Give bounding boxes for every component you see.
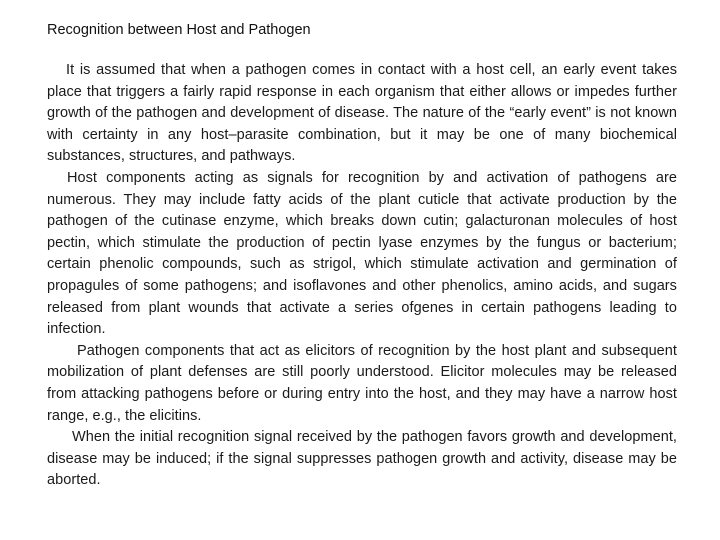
paragraph-recognition-signal: When the initial recognition signal received by the pathogen favors growth and development, disease may be induced; if the signal suppresses pathogen growth and activity, disease may be aborted. (47, 429, 677, 489)
document-page (47, 20, 677, 492)
paragraph-host-components: Host components acting as signals for recognition by and activation of pathogens are numerous. They may include fatty acids of the plant cuticle that activate production by the pathogen of the cutinase enzyme, which breaks down cutin; galacturonan molecules of host pectin, which stimulate the production of pectin lyase enzymes by the fungus or bacterium; certain phenolic compounds, such as strigol, which stimulate activation and germination of propagules of some pathogens; and isoflavones and other phenolics, amino acids, and sugars released from plant wounds that activate a series ofgenes in certain pathogens leading to infection. (47, 169, 677, 338)
paragraph-pathogen-components: Pathogen components that act as elicitors of recognition by the host plant and subsequent mobilization of plant defenses are still poorly understood. Elicitor molecules may be released from attacking pathogens before or during entry into the host, and they may have a narrow host range, e.g., the elicitins. (47, 342, 677, 424)
document-title: Recognition between Host and Pathogen (47, 22, 311, 38)
paragraph-early-event: It is assumed that when a pathogen comes in contact with a host cell, an early event takes place that triggers a fairly rapid response in each organism that either allows or impedes further growth of the pathogen and development of disease. The nature of the “early event” is not known with certainty in any host–parasite combination, but it may be one of many biochemical substances, structures, and pathways. (47, 62, 677, 165)
